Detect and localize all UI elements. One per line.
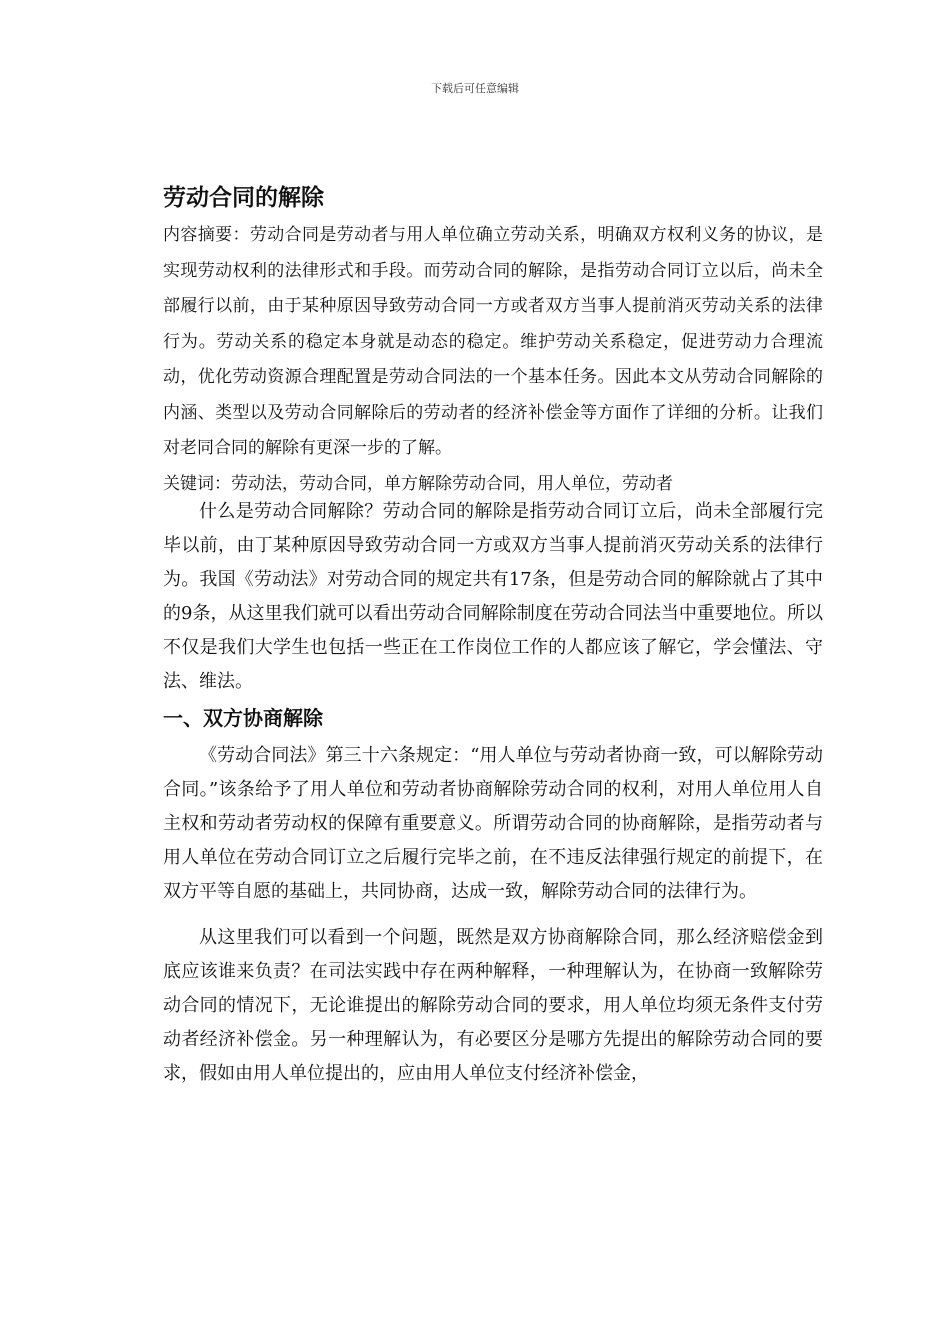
section-heading: 一、双方协商解除: [163, 705, 323, 730]
section-paragraph-2: 从这里我们可以看到一个问题，既然是双方协商解除合同，那么经济赔偿金到底应该谁来负责？在司法实践中存在两种解释，一种理解认为，在协商一致解除劳动合同的情况下，无论谁提出的解除劳动合同的要求，用人单位均须无条件支付劳动者经济补偿金。另一种理解认为，有必要区分是哪方先提出的解除劳动合同的要求，假如由用人单位提出的，应由用人单位支付经济补偿金，: [163, 926, 823, 1084]
document-body: [163, 182, 823, 1091]
keywords-line: 关键词：劳动法，劳动合同，单方解除劳动合同，用人单位，劳动者: [163, 473, 673, 494]
section-paragraph-1: 《劳动合同法》第三十六条规定：“用人单位与劳动者协商一致，可以解除劳动合同。”该条给予了用人单位和劳动者协商解除劳动合同的权利，对用人单位用人自主权和劳动者劳动权的保障有重要意义。所谓劳动合同的协商解除，是指劳动者与用人单位在劳动合同订立之后履行完毕之前，在不违反法律强行规定的前提下，在双方平等自愿的基础上，共同协商，达成一致，解除劳动合同的法律行为。: [163, 744, 823, 902]
intro-paragraph: 什么是劳动合同解除？劳动合同的解除是指劳动合同订立后，尚未全部履行完毕以前，由丁某种原因导致劳动合同一方或双方当事人提前消灭劳动关系的法律行为。我国《劳动法》对劳动合同的规定共有17条，但是劳动合同的解除就占了其中的9条，从这里我们就可以看出劳动合同解除制度在劳动合同法当中重要地位。所以不仅是我们大学生也包括一些正在工作岗位工作的人都应该了解它，学会懂法、守法、维法。: [163, 500, 823, 692]
abstract-paragraph: 内容摘要：劳动合同是劳动者与用人单位确立劳动关系，明确双方权利义务的协议，是实现劳动权利的法律形式和手段。而劳动合同的解除，是指劳动合同订立以后，尚未全部履行以前，由于某种原因导致劳动合同一方或者双方当事人提前消灭劳动关系的法律行为。劳动关系的稳定本身就是动态的稳定。维护劳动关系稳定，促进劳动力合理流动，优化劳动资源合理配置是劳动合同法的一个基本任务。因此本文从劳动合同解除的内涵、类型以及劳动合同解除后的劳动者的经济补偿金等方面作了详细的分析。让我们对老同合同的解除有更深一步的了解。: [163, 225, 823, 458]
header-note: 下载后可任意编辑: [431, 82, 519, 95]
document-title: 劳动合同的解除: [163, 185, 324, 211]
